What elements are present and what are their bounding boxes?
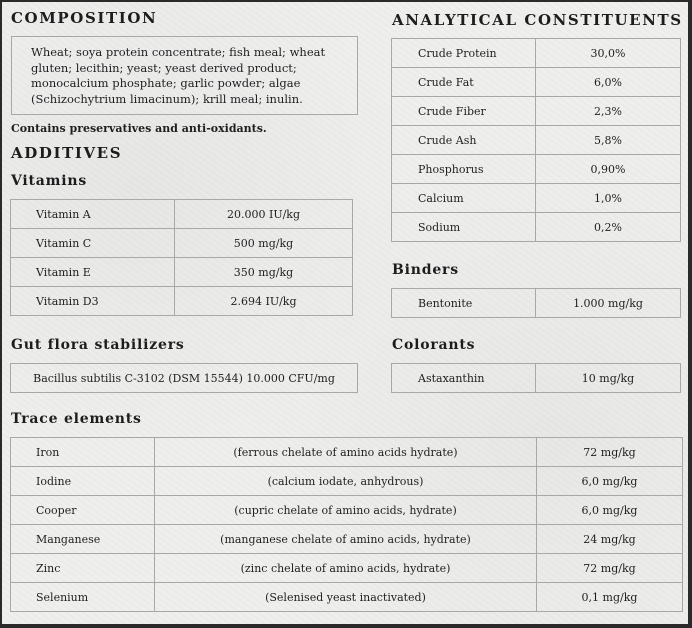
element-value: 72 mg/kg — [537, 554, 683, 583]
table-row — [11, 438, 683, 467]
constituent-name: Phosphorus — [392, 155, 536, 184]
element-source: (Selenised yeast inactivated) — [155, 583, 537, 612]
table-row — [11, 229, 353, 258]
element-name: Zinc — [11, 554, 155, 583]
vitamin-name: Vitamin E — [11, 258, 175, 287]
vitamin-name: Vitamin C — [11, 229, 175, 258]
constituent-value: 1,0% — [536, 184, 681, 213]
colorants-heading: Colorants — [392, 337, 476, 353]
element-name: Cooper — [11, 496, 155, 525]
gut-flora-value: Bacillus subtilis C-3102 (DSM 15544) 10.000 CFU/mg — [11, 364, 358, 393]
trace-elements-table — [10, 437, 683, 612]
constituent-value: 0,2% — [536, 213, 681, 242]
vitamin-name: Vitamin D3 — [11, 287, 175, 316]
table-row — [11, 525, 683, 554]
table-row — [11, 554, 683, 583]
element-name: Iron — [11, 438, 155, 467]
constituent-value: 5,8% — [536, 126, 681, 155]
analytical-table — [391, 38, 681, 242]
composition-text-box — [11, 36, 358, 115]
binder-name: Bentonite — [392, 289, 536, 318]
table-row — [11, 496, 683, 525]
element-source: (cupric chelate of amino acids, hydrate) — [155, 496, 537, 525]
trace-elements-heading: Trace elements — [11, 411, 142, 427]
vitamins-heading: Vitamins — [11, 173, 88, 189]
constituent-value: 2,3% — [536, 97, 681, 126]
composition-sheet — [2, 2, 688, 624]
vitamins-table — [10, 199, 353, 316]
element-value: 6,0 mg/kg — [537, 467, 683, 496]
composition-line: gluten; lecithin; yeast; yeast derived product; — [31, 60, 297, 75]
element-value: 72 mg/kg — [537, 438, 683, 467]
table-row — [11, 364, 358, 393]
element-value: 24 mg/kg — [537, 525, 683, 554]
element-source: (ferrous chelate of amino acids hydrate) — [155, 438, 537, 467]
constituent-value: 30,0% — [536, 39, 681, 68]
colorants-table — [391, 363, 681, 393]
element-name: Selenium — [11, 583, 155, 612]
binders-heading: Binders — [392, 262, 459, 278]
element-source: (manganese chelate of amino acids, hydrate) — [155, 525, 537, 554]
table-row — [392, 364, 681, 393]
vitamin-value: 20.000 IU/kg — [175, 200, 353, 229]
constituent-name: Crude Fiber — [392, 97, 536, 126]
table-row — [392, 68, 681, 97]
constituent-name: Crude Ash — [392, 126, 536, 155]
colorant-value: 10 mg/kg — [536, 364, 681, 393]
binder-value: 1.000 mg/kg — [536, 289, 681, 318]
table-row — [11, 467, 683, 496]
preservatives-note: Contains preservatives and anti-oxidants. — [11, 122, 267, 135]
table-row — [11, 258, 353, 287]
binders-table — [391, 288, 681, 318]
composition-line: Wheat; soya protein concentrate; fish meal; wheat — [31, 45, 326, 59]
table-row — [392, 289, 681, 318]
constituent-name: Sodium — [392, 213, 536, 242]
table-row — [392, 213, 681, 242]
gut-flora-table — [10, 363, 358, 393]
vitamin-value: 2.694 IU/kg — [175, 287, 353, 316]
colorant-name: Astaxanthin — [392, 364, 536, 393]
additives-heading: ADDITIVES — [11, 144, 123, 162]
table-row — [11, 200, 353, 229]
element-source: (zinc chelate of amino acids, hydrate) — [155, 554, 537, 583]
table-row — [11, 287, 353, 316]
vitamin-value: 350 mg/kg — [175, 258, 353, 287]
table-row — [392, 184, 681, 213]
composition-line: (Schizochytrium limacinum); krill meal; inulin. — [31, 91, 303, 106]
element-name: Iodine — [11, 467, 155, 496]
element-value: 0,1 mg/kg — [537, 583, 683, 612]
constituent-name: Crude Protein — [392, 39, 536, 68]
analytical-heading: ANALYTICAL CONSTITUENTS — [392, 11, 683, 29]
table-row — [392, 155, 681, 184]
constituent-name: Calcium — [392, 184, 536, 213]
gut-flora-heading: Gut flora stabilizers — [11, 337, 185, 353]
element-name: Manganese — [11, 525, 155, 554]
composition-line: monocalcium phosphate; garlic powder; algae — [31, 76, 301, 90]
table-row — [392, 97, 681, 126]
constituent-value: 0,90% — [536, 155, 681, 184]
vitamin-name: Vitamin A — [11, 200, 175, 229]
table-row — [392, 39, 681, 68]
table-row — [392, 126, 681, 155]
table-row — [11, 583, 683, 612]
element-value: 6,0 mg/kg — [537, 496, 683, 525]
element-source: (calcium iodate, anhydrous) — [155, 467, 537, 496]
constituent-value: 6,0% — [536, 68, 681, 97]
constituent-name: Crude Fat — [392, 68, 536, 97]
vitamin-value: 500 mg/kg — [175, 229, 353, 258]
composition-heading: COMPOSITION — [11, 9, 158, 27]
